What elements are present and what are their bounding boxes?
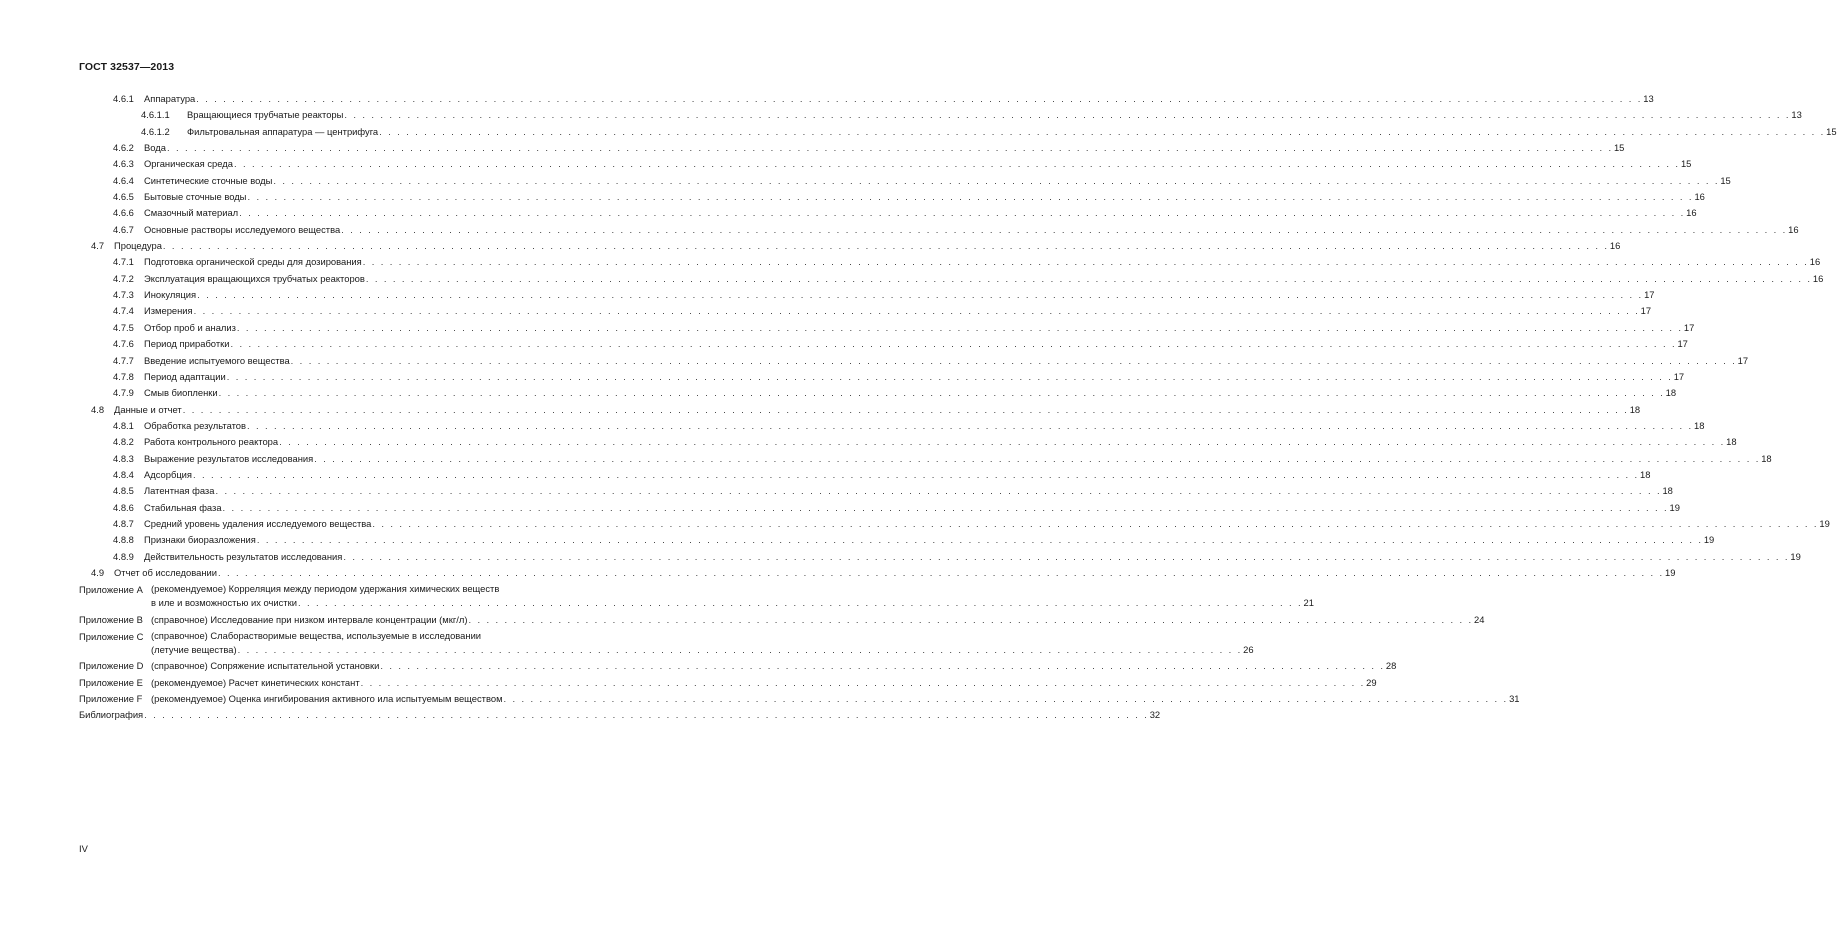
dot-leader bbox=[196, 91, 1642, 107]
dot-leader bbox=[366, 271, 1812, 287]
toc-entry-number: 4.9 bbox=[91, 566, 105, 578]
toc-entry-page: 18 bbox=[1640, 468, 1651, 480]
appendix-title-line2 bbox=[151, 595, 1314, 611]
toc-entry-number: 4.7.2 bbox=[113, 272, 134, 284]
toc-entry-number: 4.6.1 bbox=[113, 93, 134, 104]
toc-entry-number: 4.6.4 bbox=[113, 174, 134, 186]
dot-leader bbox=[344, 107, 1790, 123]
appendix-title: в иле и возможностью их очистки bbox=[151, 597, 297, 609]
toc-entry-page: 13 bbox=[1643, 93, 1654, 104]
toc-entry bbox=[79, 451, 1772, 467]
toc-entry-number: 4.8.5 bbox=[113, 485, 134, 497]
toc-entry-number: 4.8.8 bbox=[113, 534, 134, 546]
appendix-title: (справочное) Сопряжение испытательной установки bbox=[151, 660, 380, 672]
bibliography-entry bbox=[79, 707, 1161, 723]
toc-entry-number: 4.6.1.2 bbox=[141, 125, 170, 137]
appendix-body bbox=[151, 691, 1520, 707]
toc-entry-title: Отбор проб и анализ bbox=[144, 321, 236, 333]
toc-entry-number: 4.7.6 bbox=[113, 338, 134, 350]
dot-leader bbox=[291, 353, 1737, 369]
toc-entry-title: Обработка результатов bbox=[144, 419, 246, 431]
toc-entry-title: Подготовка органической среды для дозирования bbox=[144, 256, 362, 268]
toc-entry-title: Органическая среда bbox=[144, 158, 233, 170]
appendix-page: 28 bbox=[1385, 660, 1397, 672]
toc-entry-page: 16 bbox=[1812, 272, 1824, 284]
dot-leader bbox=[380, 658, 1385, 674]
dot-leader bbox=[144, 707, 1149, 723]
toc-entry bbox=[79, 565, 1676, 581]
toc-entry-title: Адсорбция bbox=[144, 468, 192, 480]
dot-leader bbox=[223, 500, 1669, 516]
toc-entry bbox=[79, 418, 1705, 434]
appendix-body bbox=[151, 581, 1314, 611]
toc-entry bbox=[79, 238, 1621, 254]
toc-entry-number: 4.6.7 bbox=[113, 223, 134, 235]
dot-leader bbox=[363, 254, 1809, 270]
toc-entry-page: 19 bbox=[1703, 534, 1715, 546]
toc-entry bbox=[79, 189, 1705, 205]
toc-entry-page: 18 bbox=[1629, 403, 1641, 415]
toc-entry-number: 4.6.6 bbox=[113, 207, 134, 219]
appendix-title: (справочное) Исследование при низком интервале концентрации (мкг/л) bbox=[151, 613, 468, 625]
toc-entry bbox=[79, 303, 1652, 319]
toc-entry-page: 16 bbox=[1694, 191, 1705, 203]
dot-leader bbox=[247, 189, 1693, 205]
toc-entry-number: 4.7.3 bbox=[113, 289, 134, 301]
dot-leader bbox=[341, 222, 1787, 238]
toc-entry bbox=[79, 320, 1695, 336]
toc-entry-title: Период адаптации bbox=[144, 370, 226, 382]
appendix-title: (рекомендуемое) Расчет кинетических констант bbox=[151, 676, 360, 688]
appendix-title-line2 bbox=[151, 642, 1254, 658]
toc-entry bbox=[79, 500, 1680, 516]
toc-entry-number: 4.8.9 bbox=[113, 550, 134, 562]
toc-entry-title: Измерения bbox=[144, 305, 193, 317]
toc-entry bbox=[79, 353, 1749, 369]
toc-entry bbox=[79, 516, 1830, 532]
toc-entry-title: Аппаратура bbox=[144, 93, 196, 104]
toc-entry-number: 4.8 bbox=[91, 403, 105, 415]
dot-leader bbox=[193, 467, 1639, 483]
toc-entry-title: Бытовые сточные воды bbox=[144, 191, 247, 203]
toc-entry-title: Работа контрольного реактора bbox=[144, 436, 279, 448]
toc-entry-page: 18 bbox=[1761, 452, 1772, 464]
toc-entry-number: 4.7.7 bbox=[113, 354, 134, 366]
dot-leader bbox=[343, 549, 1789, 565]
toc-entry-page: 17 bbox=[1673, 370, 1685, 382]
dot-leader bbox=[239, 205, 1685, 221]
dot-leader bbox=[194, 303, 1640, 319]
dot-leader bbox=[215, 483, 1661, 499]
appendix-body bbox=[151, 628, 1254, 658]
toc-entry-page: 16 bbox=[1788, 223, 1799, 235]
toc-entry-title: Введение испытуемого вещества bbox=[144, 354, 290, 366]
toc-entry-number: 4.6.2 bbox=[113, 142, 134, 154]
dot-leader bbox=[227, 369, 1673, 385]
toc-entry bbox=[79, 156, 1692, 172]
toc-entry-page: 17 bbox=[1677, 338, 1688, 350]
appendix-title-line1: (рекомендуемое) Корреляция между периодом удержания химических веществ bbox=[151, 583, 500, 595]
toc-entry-page: 19 bbox=[1669, 501, 1680, 513]
toc-entry-title: Вращающиеся трубчатые реакторы bbox=[187, 109, 344, 121]
toc-entry bbox=[79, 124, 1837, 140]
toc-entry-title: Синтетические сточные воды bbox=[144, 174, 273, 186]
toc-entry bbox=[79, 222, 1799, 238]
toc-entry bbox=[79, 287, 1655, 303]
toc-entry-number: 4.7.5 bbox=[113, 321, 134, 333]
appendix-page: 32 bbox=[1149, 709, 1161, 721]
toc-entry bbox=[79, 385, 1677, 401]
toc-entry-title: Данные и отчет bbox=[114, 403, 182, 415]
toc-entry-title: Основные растворы исследуемого вещества bbox=[144, 223, 341, 235]
toc-entry-title: Стабильная фаза bbox=[144, 501, 222, 513]
table-of-contents bbox=[79, 91, 1837, 724]
toc-entry-title: Смазочный материал bbox=[144, 207, 239, 219]
dot-leader bbox=[504, 691, 1509, 707]
appendix-title-line2 bbox=[151, 675, 1377, 691]
toc-entry bbox=[79, 140, 1625, 156]
toc-entry bbox=[79, 336, 1688, 352]
dot-leader bbox=[183, 402, 1629, 418]
toc-entry-title: Смыв биопленки bbox=[144, 387, 218, 399]
toc-entry-number: 4.6.5 bbox=[113, 191, 134, 203]
appendix-title: (летучие вещества) bbox=[151, 644, 237, 655]
toc-entry bbox=[79, 483, 1673, 499]
dot-leader bbox=[257, 532, 1703, 548]
appendix-entry bbox=[79, 612, 1485, 628]
toc-entry-page: 19 bbox=[1790, 550, 1801, 562]
toc-entry-title: Признаки биоразложения bbox=[144, 534, 256, 546]
appendix-entry bbox=[79, 707, 1161, 723]
appendix-name: Библиография bbox=[79, 709, 144, 721]
appendix-name: Приложение Е bbox=[79, 676, 143, 688]
toc-entry-page: 15 bbox=[1680, 158, 1692, 170]
toc-entry-number: 4.8.1 bbox=[113, 419, 134, 431]
toc-entry-number: 4.8.7 bbox=[113, 517, 134, 529]
toc-entry-page: 18 bbox=[1726, 436, 1737, 448]
toc-entry-number: 4.8.3 bbox=[113, 452, 134, 464]
appendix-name: Приложение В bbox=[79, 613, 143, 625]
toc-entry-page: 18 bbox=[1662, 485, 1673, 497]
dot-leader bbox=[361, 675, 1366, 691]
toc-entry bbox=[79, 173, 1731, 189]
toc-entry-page: 18 bbox=[1693, 419, 1705, 431]
dot-leader bbox=[234, 156, 1680, 172]
toc-entry-number: 4.6.1.1 bbox=[141, 109, 170, 121]
toc-entry-title: Средний уровень удаления исследуемого вещества bbox=[144, 517, 372, 529]
appendix-title: (рекомендуемое) Оценка ингибирования активного ила испытуемым веществом bbox=[151, 693, 503, 705]
appendix-body bbox=[151, 612, 1484, 628]
toc-entry-page: 19 bbox=[1819, 517, 1830, 529]
toc-entry-page: 16 bbox=[1609, 240, 1621, 252]
toc-entry-number: 4.8.2 bbox=[113, 436, 134, 448]
appendix-page: 21 bbox=[1303, 597, 1314, 609]
toc-entry-title: Процедура bbox=[114, 240, 162, 252]
appendix-entry bbox=[79, 691, 1520, 707]
appendix-body bbox=[151, 675, 1377, 691]
appendix-title-line2 bbox=[151, 612, 1484, 628]
dot-leader bbox=[379, 124, 1825, 140]
dot-leader bbox=[372, 516, 1818, 532]
appendix-page: 31 bbox=[1509, 693, 1520, 705]
appendix-title-line2 bbox=[151, 658, 1396, 674]
dot-leader bbox=[219, 385, 1665, 401]
dot-leader bbox=[298, 595, 1303, 611]
toc-entry-page: 13 bbox=[1791, 109, 1802, 121]
toc-entry-title: Инокуляция bbox=[144, 289, 197, 301]
appendix-name: Приложение F bbox=[79, 693, 143, 705]
dot-leader bbox=[218, 565, 1664, 581]
toc-entry-title: Фильтровальная аппаратура — центрифуга bbox=[187, 125, 379, 137]
toc-entry-title: Вода bbox=[144, 142, 166, 154]
toc-entry-page: 15 bbox=[1720, 174, 1731, 186]
dot-leader bbox=[163, 238, 1609, 254]
toc-entry-title: Выражение результатов исследования bbox=[144, 452, 314, 464]
dot-leader bbox=[237, 320, 1683, 336]
toc-entry bbox=[79, 434, 1737, 450]
toc-entry-title: Латентная фаза bbox=[144, 485, 215, 497]
toc-entry-page: 16 bbox=[1809, 256, 1821, 268]
toc-entry-page: 17 bbox=[1737, 354, 1749, 366]
toc-entry-page: 17 bbox=[1644, 289, 1655, 301]
toc-entry-page: 16 bbox=[1686, 207, 1697, 219]
toc-entry bbox=[79, 91, 1654, 107]
appendix-entry bbox=[79, 675, 1377, 691]
appendix-title-line1: (справочное) Слаборастворимые вещества, используемые в исследовании bbox=[151, 630, 482, 641]
dot-leader bbox=[273, 173, 1719, 189]
dot-leader bbox=[238, 642, 1243, 658]
dot-leader bbox=[279, 434, 1725, 450]
document-header: ГОСТ 32537—2013 bbox=[79, 61, 175, 73]
toc-entry-page: 18 bbox=[1665, 387, 1677, 399]
toc-entry-title: Действительность результатов исследования bbox=[144, 550, 343, 562]
appendix-page: 26 bbox=[1243, 644, 1254, 655]
appendix-entry bbox=[79, 658, 1397, 674]
appendix-title-line2 bbox=[151, 691, 1520, 707]
appendix-name: Приложение С bbox=[79, 631, 144, 642]
page-number: IV bbox=[79, 843, 88, 854]
toc-entry-page: 17 bbox=[1683, 321, 1695, 333]
toc-entry-title: Отчет об исследовании bbox=[114, 566, 217, 578]
toc-entry bbox=[79, 271, 1824, 287]
dot-leader bbox=[230, 336, 1676, 352]
dot-leader bbox=[314, 451, 1760, 467]
toc-entry-number: 4.7.4 bbox=[113, 305, 134, 317]
toc-entry-number: 4.8.4 bbox=[113, 468, 134, 480]
dot-leader bbox=[197, 287, 1643, 303]
toc-entry-number: 4.8.6 bbox=[113, 501, 134, 513]
toc-entry bbox=[79, 532, 1715, 548]
dot-leader bbox=[247, 418, 1693, 434]
toc-entry-page: 15 bbox=[1826, 125, 1837, 137]
toc-entry-page: 17 bbox=[1640, 305, 1652, 317]
toc-entry-page: 15 bbox=[1613, 142, 1625, 154]
toc-entry bbox=[79, 369, 1685, 385]
toc-entry-number: 4.6.3 bbox=[113, 158, 134, 170]
dot-leader bbox=[468, 612, 1473, 628]
toc-entry-number: 4.7.9 bbox=[113, 387, 134, 399]
toc-entry bbox=[79, 254, 1821, 270]
appendix-name: Приложение А bbox=[79, 584, 143, 596]
appendix-body bbox=[151, 658, 1396, 674]
toc-entry bbox=[79, 107, 1802, 123]
toc-entry-number: 4.7.1 bbox=[113, 256, 134, 268]
toc-entry bbox=[79, 402, 1641, 418]
toc-entry-page: 19 bbox=[1664, 566, 1676, 578]
appendix-entry bbox=[79, 628, 1254, 658]
appendix-page: 24 bbox=[1474, 613, 1485, 625]
dot-leader bbox=[167, 140, 1613, 156]
toc-entry bbox=[79, 205, 1697, 221]
toc-entry bbox=[79, 467, 1651, 483]
appendix-page: 29 bbox=[1366, 676, 1377, 688]
toc-entry-title: Период приработки bbox=[144, 338, 230, 350]
appendix-name: Приложение D bbox=[79, 660, 144, 672]
appendix-entry bbox=[79, 581, 1314, 611]
toc-entry-title: Эксплуатация вращающихся трубчатых реакторов bbox=[144, 272, 365, 284]
toc-entry-number: 4.7 bbox=[91, 240, 105, 252]
toc-entry bbox=[79, 549, 1801, 565]
toc-entry-number: 4.7.8 bbox=[113, 370, 134, 382]
